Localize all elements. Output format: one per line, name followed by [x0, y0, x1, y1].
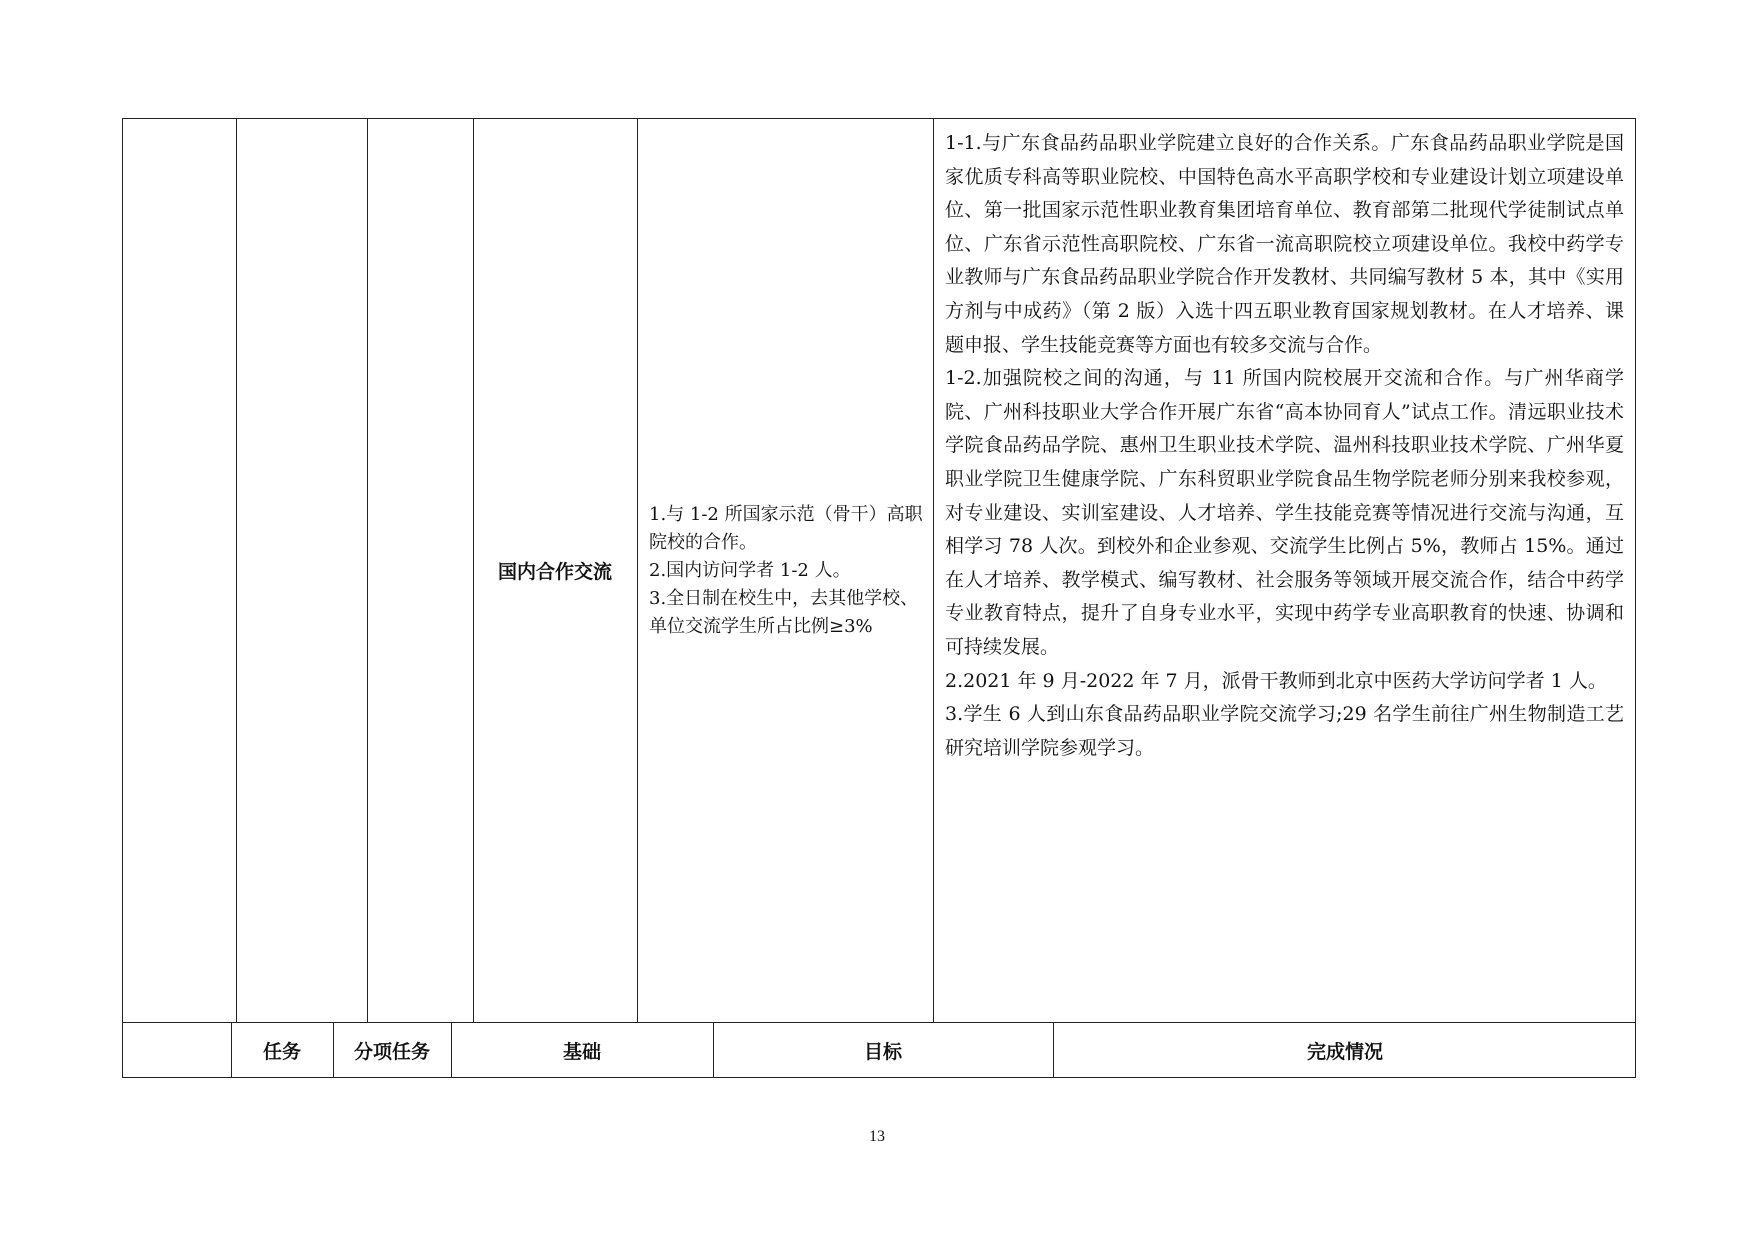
header-basis: 基础	[562, 1040, 601, 1063]
result-paragraph: 1-1.与广东食品药品职业学院建立良好的合作关系。广东食品药品职业学院是国家优质专科高等职业院校、中国特色高水平高职学校和专业建设计划立项建设单位、第一批国家示范性职业教育集团培育单位、教育部第二批现代学徒制试点单位、广东省示范性高职院校、广东省一流高职院校立项建设单位。我校中药学专业教师与广东食品药品职业学院合作开发教材、共同编写教材 5 本，其中《实用方剂与中成药》（第 2 版）入选十四五职业教育国家规划教材。在人才培养、课题申报、学生技能竞赛等方面也有较多交流与合作。	[945, 132, 1624, 356]
target-cell	[637, 119, 933, 1022]
subtask-cell	[367, 119, 473, 1022]
target-item: 2.国内访问学者 1-2 人。	[649, 559, 851, 581]
result-cell	[933, 119, 1636, 1022]
task-cell	[236, 119, 367, 1022]
category-label: 国内合作交流	[497, 561, 612, 583]
header-subtask: 分项任务	[353, 1040, 430, 1063]
target-item: 3.全日制在校生中，去其他学校、单位交流学生所占比例≥3%	[649, 587, 919, 637]
page-number: 13	[869, 1128, 885, 1145]
target-list	[649, 501, 923, 641]
header-target: 目标	[863, 1040, 902, 1063]
empty-cell	[123, 119, 236, 1022]
main-table	[122, 118, 1636, 1023]
target-item: 1.与 1-2 所国家示范（骨干）高职院校的合作。	[649, 503, 923, 553]
header-empty	[123, 1023, 231, 1077]
result-paragraph: 2.2021 年 9 月-2022 年 7 月，派骨干教师到北京中医药大学访问学者 1 人。	[945, 669, 1607, 692]
category-cell	[473, 119, 637, 1022]
result-paragraph: 1-2.加强院校之间的沟通，与 11 所国内院校展开交流和合作。与广州华商学院、广州科技职业大学合作开展广东省“高本协同育人”试点工作。清远职业技术学院食品药品学院、惠州卫生职业技术学院、温州科技职业技术学院、广州华夏职业学院卫生健康学院、广东科贸职业学院食品生物学院老师分别来我校参观，对专业建设、实训室建设、人才培养、学生技能竞赛等情况进行交流与沟通，互相学习 78 人次。到校外和企业参观、交流学生比例占 5%，教师占 15%。通过在人才培养、教学模式、编写教材、社会服务等领域开展交流合作，结合中药学专业教育特点，提升了自身专业水平，实现中药学专业高职教育的快速、协调和可持续发展。	[945, 367, 1624, 658]
header-result: 完成情况	[1306, 1040, 1383, 1063]
result-paragraph: 3.学生 6 人到山东食品药品职业学院交流学习;29 名学生前往广州生物制造工艺研究培训学院参观学习。	[945, 703, 1624, 759]
table-header-row	[122, 1022, 1636, 1078]
header-task: 任务	[262, 1040, 301, 1063]
